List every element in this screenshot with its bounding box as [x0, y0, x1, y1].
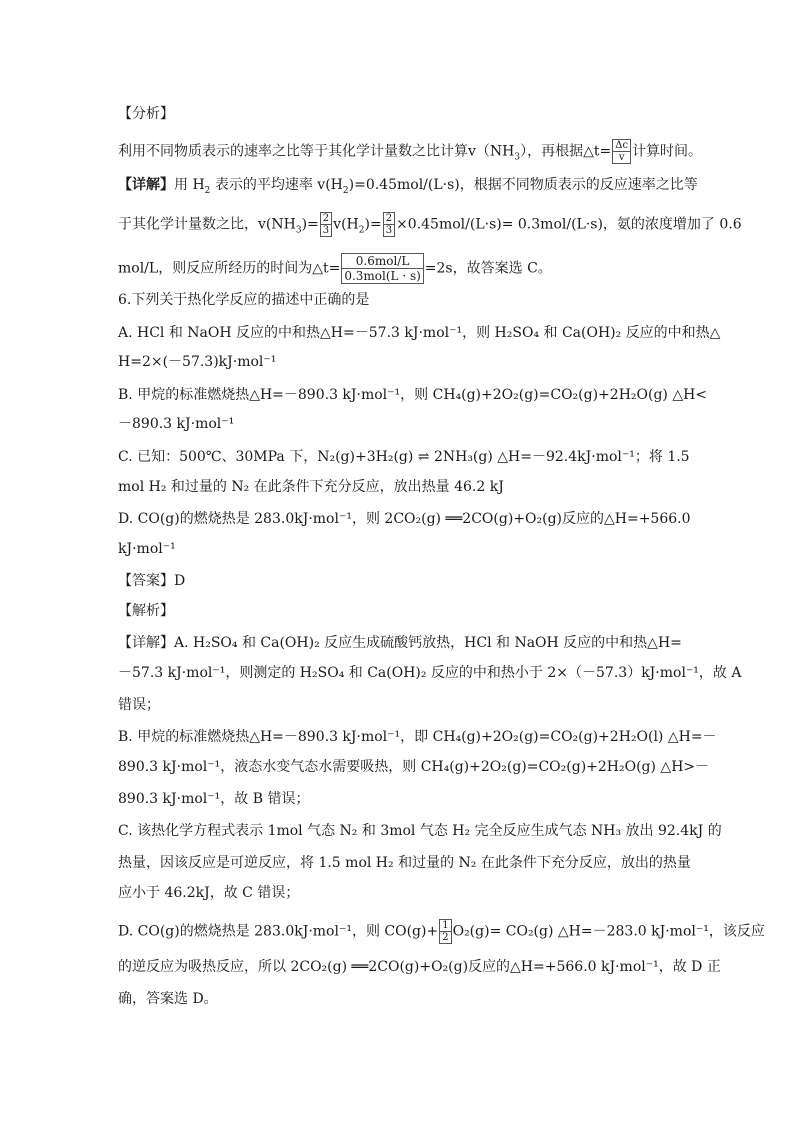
option-b-line-2: －890.3 kJ·mol⁻¹: [118, 416, 235, 432]
explain-b-line-3: 890.3 kJ·mol⁻¹，故 B 错误；: [118, 791, 310, 807]
option-b-line-1: B. 甲烷的标准燃烧热△H=－890.3 kJ·mol⁻¹，则 CH₄(g)+2O₂(g)=CO₂(g)+2H₂O(g) △H<: [118, 387, 708, 403]
analysis-heading: 【分析】: [118, 106, 174, 122]
explain-a-line-1: 【详解】A. H₂SO₄ 和 Ca(OH)₂ 反应生成硫酸钙放热，HCl 和 NaOH 反应的中和热△H=: [118, 635, 682, 651]
explain-d-line-3: 确，答案选 D。: [118, 991, 218, 1007]
time-fraction: $\frac{\text{0.6mol/L}}{\text{0.3mol(L · s)}}$: [341, 253, 423, 284]
two-thirds-fraction-2: $\frac{2}{3}$: [383, 212, 395, 237]
explain-b-line-1: B. 甲烷的标准燃烧热△H=－890.3 kJ·mol⁻¹，即 CH₄(g)+2O₂(g)=CO₂(g)+2H₂O(l) △H=－: [118, 729, 717, 745]
explain-a-line-3: 错误；: [118, 697, 160, 713]
option-d-line-2: kJ·mol⁻¹: [118, 541, 176, 557]
option-c-line-1: C. 已知：500℃、30MPa 下，N₂(g)+3H₂(g) ⇌ 2NH₃(g) △H=－92.4kJ·mol⁻¹；将 1.5: [118, 449, 690, 465]
explain-a-line-2: －57.3 kJ·mol⁻¹，则测定的 H₂SO₄ 和 Ca(OH)₂ 反应的中和热小于 2×（－57.3）kJ·mol⁻¹，故 A: [118, 665, 742, 681]
explain-b-line-2: 890.3 kJ·mol⁻¹，液态水变气态水需要吸热，则 CH₄(g)+2O₂(g)=CO₂(g)+2H₂O(g) △H>－: [118, 759, 710, 775]
explain-d-line-1: D. CO(g)的燃烧热是 283.0kJ·mol⁻¹，则 CO(g)+ $\frac{1}{2}$ O₂(g)= CO₂(g) △H=－283.0 kJ·mol⁻¹，该反应: [118, 920, 765, 943]
explain-c-line-1: C. 该热化学方程式表示 1mol 气态 N₂ 和 3mol 气态 H₂ 完全反应生成气态 NH₃ 放出 92.4kJ 的: [118, 823, 722, 839]
question-stem: 6.下列关于热化学反应的描述中正确的是: [118, 292, 370, 308]
one-half-fraction: $\frac{1}{2}$: [439, 919, 451, 944]
detail-line-1: 【详解】用 $H_2$ 表示的平均速率 $v(H_2)=0.45mol/(L\cdot s)$，根据不同物质表示的反应速率之比等: [118, 177, 698, 196]
analysis-text: 利用不同物质表示的速率之比等于其化学计量数之比计算$v(NH_3)$，再根据△t= $\frac{\Delta c}{v}$ 计算时间。: [118, 140, 703, 163]
analysis-section-heading: 【解析】: [118, 603, 174, 619]
delta-c-over-v-fraction: $\frac{\Delta c}{v}$: [612, 139, 631, 164]
option-a-line-1: A. HCl 和 NaOH 反应的中和热△H=－57.3 kJ·mol⁻¹，则 H₂SO₄ 和 Ca(OH)₂ 反应的中和热△: [118, 325, 721, 341]
answer-line: 【答案】D: [118, 573, 186, 589]
detail-line-2: 于其化学计量数之比，$v(NH_3)=$ $\frac{2}{3}$ $v(H_2)=$ $\frac{2}{3}$ ×0.45mol/(L·s)= 0.3mol/(L·s)，氨的浓度增加了 0.6: [118, 213, 742, 236]
detail-line-3: mol/L，则反应所经历的时间为△t= $\frac{\text{0.6mol/L}}{\text{0.3mol(L · s)}}$ =2s，故答案选 C。: [118, 254, 552, 283]
explain-c-line-2: 热量，因该反应是可逆反应，将 1.5 mol H₂ 和过量的 N₂ 在此条件下充分反应，放出的热量: [118, 855, 691, 871]
option-c-line-2: mol H₂ 和过量的 N₂ 在此条件下充分反应，放出热量 46.2 kJ: [118, 479, 504, 495]
option-a-line-2: H=2×(－57.3)kJ·mol⁻¹: [118, 354, 277, 370]
two-thirds-fraction: $\frac{2}{3}$: [320, 212, 332, 237]
explain-d-line-2: 的逆反应为吸热反应，所以 2CO₂(g) ══2CO(g)+O₂(g)反应的△H=+566.0 kJ·mol⁻¹，故 D 正: [118, 959, 721, 975]
option-d-line-1: D. CO(g)的燃烧热是 283.0kJ·mol⁻¹，则 2CO₂(g) ══2CO(g)+O₂(g)反应的△H=+566.0: [118, 511, 691, 527]
explain-c-line-3: 应小于 46.2kJ，故 C 错误；: [118, 885, 300, 901]
